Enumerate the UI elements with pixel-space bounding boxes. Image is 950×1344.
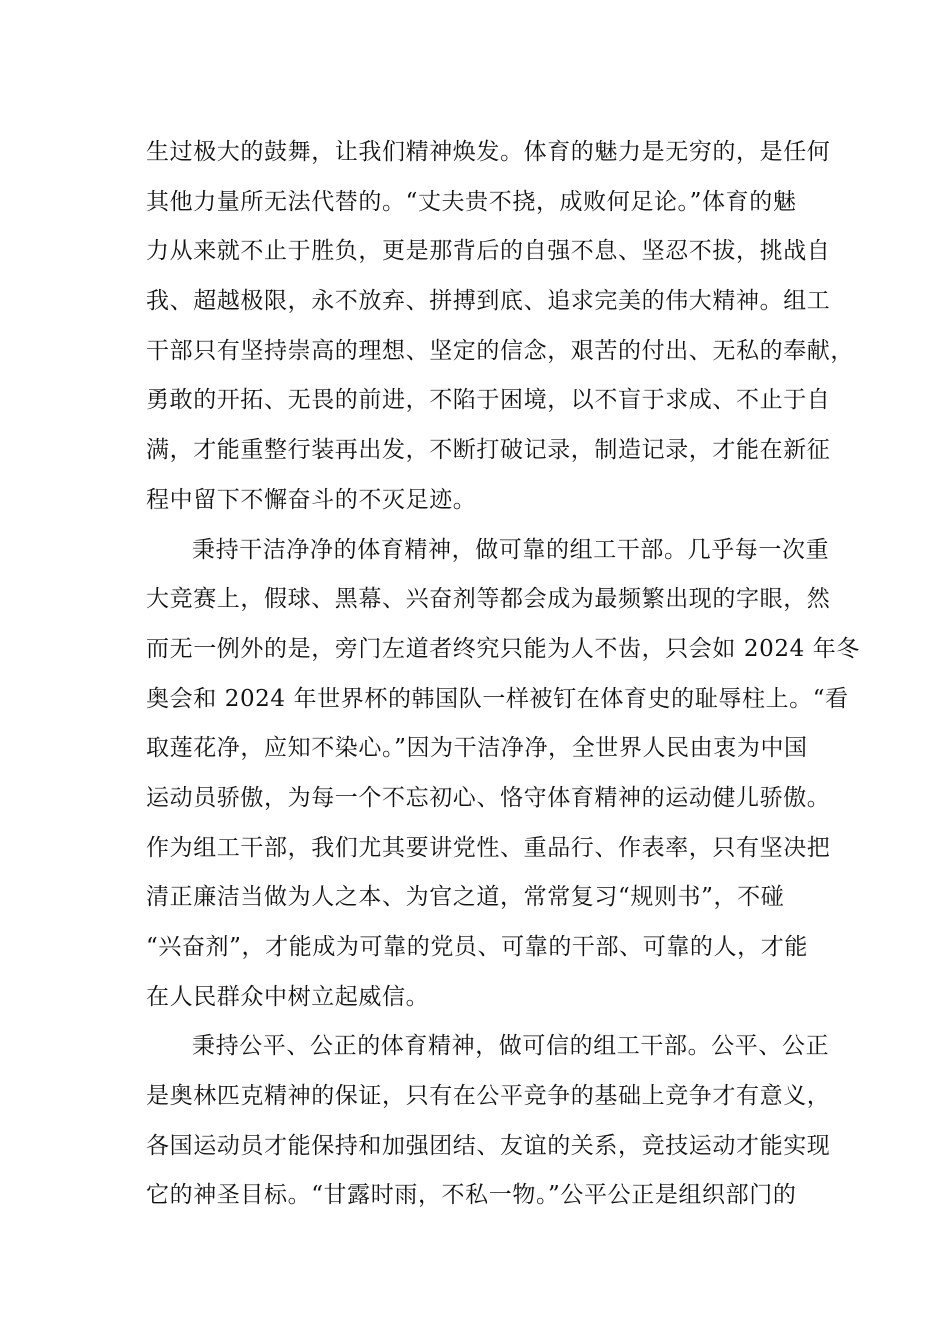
text-line: 干部只有坚持崇高的理想、坚定的信念，艰苦的付出、无私的奉献， xyxy=(146,337,854,364)
text-line: 它的神圣目标。“甘露时雨，不私一物。”公平公正是组织部门的 xyxy=(146,1182,797,1209)
text-line: 在人民群众中树立起威信。 xyxy=(146,983,430,1010)
text-line: 清正廉洁当做为人之本、为官之道，常常复习“规则书”，不碰 xyxy=(146,884,785,911)
text-line: 奥会和 2024 年世界杯的韩国队一样被钉在体育史的耻辱柱上。“看 xyxy=(146,685,849,712)
text-line: 而无一例外的是，旁门左道者终究只能为人不齿，只会如 2024 年冬 xyxy=(146,635,860,662)
text-line: 大竞赛上，假球、黑幕、兴奋剂等都会成为最频繁出现的字眼，然 xyxy=(146,586,831,613)
text-line: 取莲花净，应知不染心。”因为干洁净净，全世界人民由衷为中国 xyxy=(146,735,808,762)
text-line: 运动员骄傲，为每一个不忘初心、恪守体育精神的运动健儿骄傲。 xyxy=(146,784,831,811)
text-line: 秉持公平、公正的体育精神，做可信的组工干部。公平、公正 xyxy=(192,1033,830,1060)
text-line: 力从来就不止于胜负，更是那背后的自强不息、坚忍不拔，挑战自 xyxy=(146,238,831,265)
text-line: 其他力量所无法代替的。“丈夫贵不挠，成败何足论。”体育的魅 xyxy=(146,188,797,215)
text-line: 程中留下不懈奋斗的不灭足迹。 xyxy=(146,486,477,513)
text-line: 满，才能重整行装再出发，不断打破记录，制造记录，才能在新征 xyxy=(146,437,831,464)
text-line: 各国运动员才能保持和加强团结、友谊的关系，竞技运动才能实现 xyxy=(146,1132,831,1159)
document-body xyxy=(146,128,860,1221)
text-line: 秉持干洁净净的体育精神，做可靠的组工干部。几乎每一次重 xyxy=(192,536,830,563)
text-line: 是奥林匹克精神的保证，只有在公平竞争的基础上竞争才有意义， xyxy=(146,1083,831,1110)
text-line: 我、超越极限，永不放弃、拼搏到底、追求完美的伟大精神。组工 xyxy=(146,288,831,315)
text-line: 作为组工干部，我们尤其要讲党性、重品行、作表率，只有坚决把 xyxy=(146,834,831,861)
text-line: “兴奋剂”，才能成为可靠的党员、可靠的干部、可靠的人，才能 xyxy=(146,934,808,960)
text-line: 生过极大的鼓舞，让我们精神焕发。体育的魅力是无穷的，是任何 xyxy=(146,139,831,165)
text-line: 勇敢的开拓、无畏的前进，不陷于困境，以不盲于求成、不止于自 xyxy=(146,387,831,414)
